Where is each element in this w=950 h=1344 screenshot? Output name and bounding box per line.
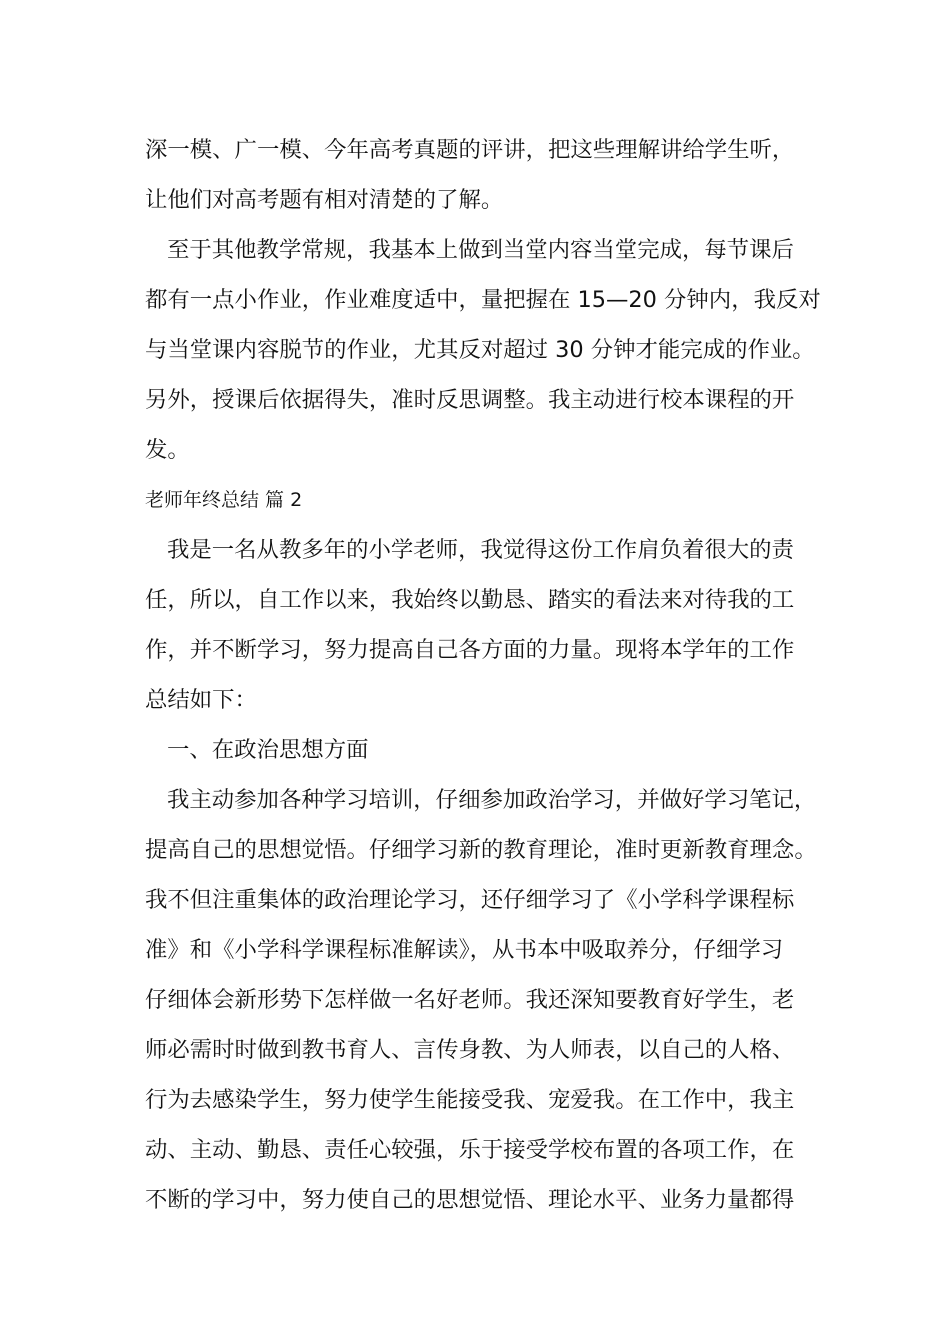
text-line-19: 师必需时时做到教书育人、言传身教、为人师表，以自己的人格、 — [145, 1037, 795, 1063]
section-heading: 老师年终总结 篇 2 — [145, 489, 303, 511]
text-line-9: 我是一名从教多年的小学老师，我觉得这份工作肩负着很大的责 — [167, 537, 794, 563]
text-line-10: 任，所以，自工作以来，我始终以勤恳、踏实的看法来对待我的工 — [145, 587, 795, 613]
text-line-3: 至于其他教学常规，我基本上做到当堂内容当堂完成，每节课后 — [167, 237, 794, 263]
text-line-5: 与当堂课内容脱节的作业，尤其反对超过 30 分钟才能完成的作业。 — [145, 337, 815, 363]
text-line-22: 不断的学习中，努力使自己的思想觉悟、理论水平、业务力量都得 — [145, 1187, 795, 1213]
text-line-15: 提高自己的思想觉悟。仔细学习新的教育理论，准时更新教育理念。 — [145, 837, 817, 863]
text-line-14: 我主动参加各种学习培训，仔细参加政治学习，并做好学习笔记， — [167, 787, 817, 813]
text-line-20: 行为去感染学生，努力使学生能接受我、宠爱我。在工作中，我主 — [145, 1087, 795, 1113]
text-line-17: 准》和《小学科学课程标准解读》，从书本中吸取养分，仔细学习 — [145, 937, 784, 963]
text-line-2: 让他们对高考题有相对清楚的了解。 — [145, 187, 504, 213]
text-line-1: 深一模、广一模、今年高考真题的评讲，把这些理解讲给学生听， — [145, 137, 795, 163]
subheading: 一、在政治思想方面 — [167, 737, 369, 763]
text-line-4: 都有一点小作业，作业难度适中，量把握在 15—20 分钟内，我反对 — [145, 287, 821, 313]
text-line-6: 另外，授课后依据得失，准时反思调整。我主动进行校本课程的开 — [145, 387, 795, 413]
text-line-7: 发。 — [145, 437, 190, 463]
text-line-18: 仔细体会新形势下怎样做一名好老师。我还深知要教育好学生，老 — [145, 987, 795, 1013]
text-line-21: 动、主动、勤恳、责任心较强，乐于接受学校布置的各项工作，在 — [145, 1137, 795, 1163]
text-line-16: 我不但注重集体的政治理论学习，还仔细学习了《小学科学课程标 — [145, 887, 795, 913]
text-line-12: 总结如下： — [145, 687, 257, 713]
text-line-11: 作，并不断学习，努力提高自己各方面的力量。现将本学年的工作 — [145, 637, 795, 663]
